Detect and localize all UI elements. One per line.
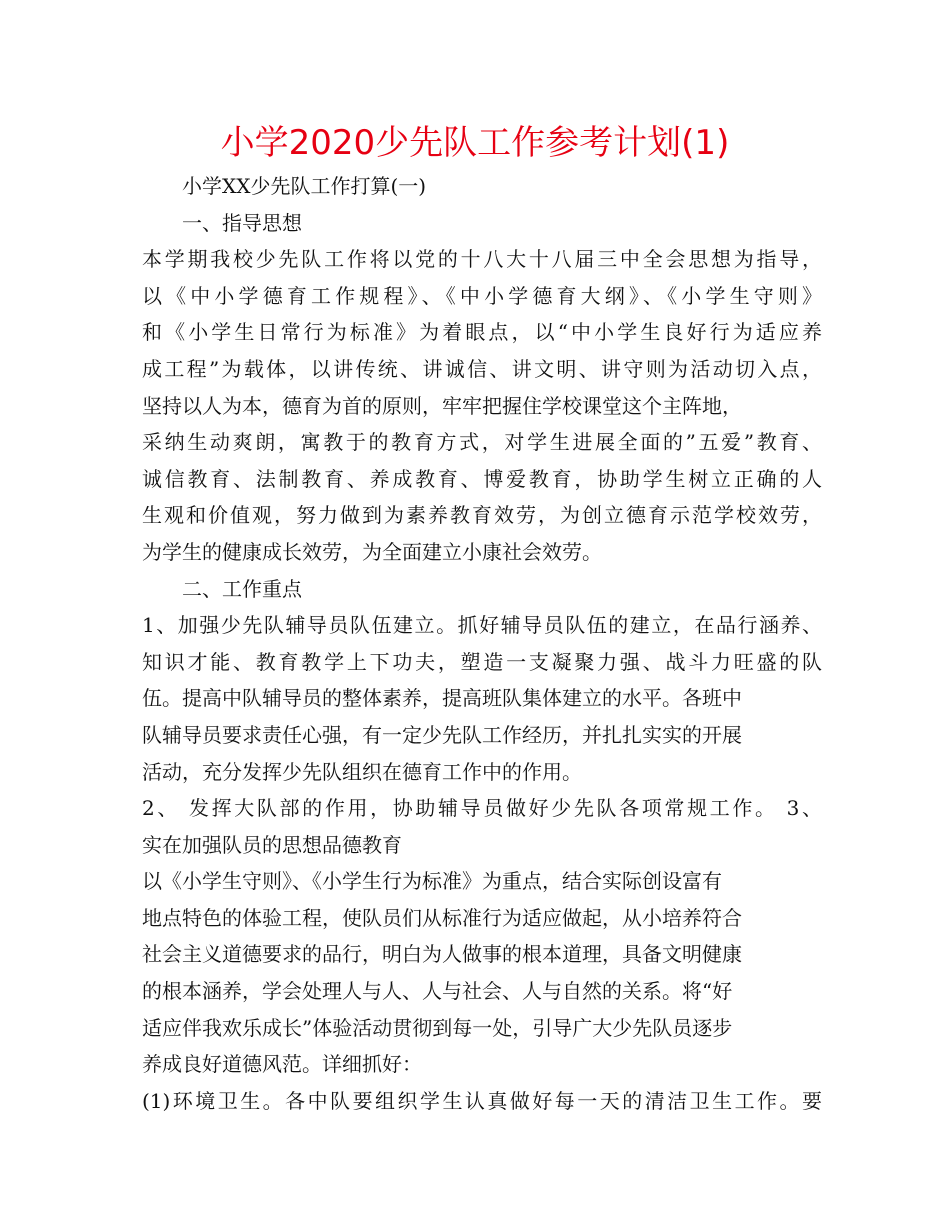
- subtitle-line: 小学XX少先队工作打算(一): [182, 174, 427, 198]
- document-body: [142, 168, 822, 1119]
- paragraph-line: 采纳生动爽朗，寓教于的教育方式，对学生进展全面的”五爱”教育、: [142, 430, 822, 455]
- paragraph-line: 伍。提高中队辅导员的整体素养，提高班队集体建立的水平。各班中: [142, 686, 742, 711]
- paragraph-line: 诚信教育、法制教育、养成教育、博爱教育，协助学生树立正确的人: [142, 466, 822, 491]
- paragraph-line: 成工程”为载体，以讲传统、讲诚信、讲文明、讲守则为活动切入点，: [142, 356, 822, 381]
- paragraph-line: 活动，充分发挥少先队组织在德育工作中的作用。: [142, 759, 582, 784]
- paragraph-line: 养成良好道德风范。详细抓好：: [142, 1052, 422, 1077]
- paragraph-line: 1、加强少先队辅导员队伍建立。抓好辅导员队伍的建立，在品行涵养、: [142, 613, 822, 638]
- paragraph-line: 队辅导员要求责任心强，有一定少先队工作经历，并扎扎实实的开展: [142, 722, 742, 747]
- paragraph-line: 为学生的健康成长效劳，为全面建立小康社会效劳。: [142, 539, 602, 564]
- paragraph-line: 以《小学生守则》、《小学生行为标准》为重点，结合实际创设富有: [142, 869, 722, 894]
- paragraph-line: 地点特色的体验工程，使队员们从标准行为适应做起，从小培养符合: [142, 905, 742, 930]
- section-heading-work-focus: 二、工作重点: [182, 576, 302, 601]
- paragraph-line: (1)环境卫生。各中队要组织学生认真做好每一天的清洁卫生工作。要: [142, 1088, 822, 1113]
- paragraph-line: 适应伴我欢乐成长”体验活动贯彻到每一处，引导广大少先队员逐步: [142, 1015, 733, 1040]
- paragraph-line: 本学期我校少先队工作将以党的十八大十八届三中全会思想为指导，: [142, 247, 822, 272]
- paragraph-line: 社会主义道德要求的品行，明白为人做事的根本道理，具备文明健康: [142, 942, 742, 967]
- paragraph-line: 实在加强队员的思想品德教育: [142, 832, 402, 857]
- paragraph-line: 和《小学生日常行为标准》为着眼点，以“中小学生良好行为适应养: [142, 320, 822, 345]
- paragraph-line: 2、 发挥大队部的作用，协助辅导员做好少先队各项常规工作。 3、: [142, 796, 822, 821]
- paragraph-line: 知识才能、教育教学上下功夫，塑造一支凝聚力强、战斗力旺盛的队: [142, 649, 822, 674]
- document-title: 小学2020少先队工作参考计划(1): [220, 123, 730, 163]
- paragraph-line: 以《中小学德育工作规程》、《中小学德育大纲》、《小学生守则》: [142, 283, 822, 308]
- paragraph-line: 坚持以人为本，德育为首的原则，牢牢把握住学校课堂这个主阵地，: [142, 393, 742, 418]
- paragraph-line: 的根本涵养，学会处理人与人、人与社会、人与自然的关系。将“好: [142, 979, 733, 1004]
- paragraph-line: 生观和价值观，努力做到为素养教育效劳，为创立德育示范学校效劳，: [142, 503, 822, 528]
- section-heading-guiding-thought: 一、指导思想: [182, 210, 302, 235]
